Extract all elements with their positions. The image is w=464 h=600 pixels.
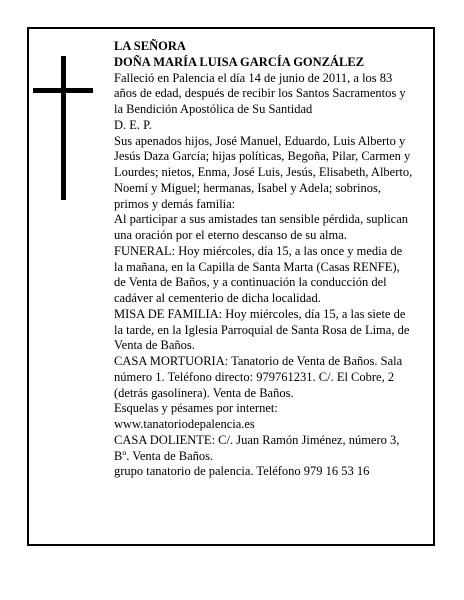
obituary-heading: LA SEÑORA	[114, 39, 186, 53]
deceased-name: DOÑA MARÍA LUISA GARCÍA GONZÁLEZ	[114, 54, 365, 69]
death-announcement: Falleció en Palencia el día 14 de junio de 2011, a los 83 años de edad, después de recibir los Santos Sacramentos y la Bendición Apostólica de Su Santidad	[114, 70, 406, 116]
cross-vertical-bar	[61, 56, 66, 200]
online-condolences-label: Esquelas y pésames por internet:	[114, 401, 278, 416]
family-home-address: CASA DOLIENTE: C/. Juan Ramón Jiménez, número 3, Bº. Venta de Baños.	[114, 432, 400, 463]
family-list: Sus apenados hijos, José Manuel, Eduardo, Luis Alberto y Jesús Daza García; hijas políticas, Begoña, Pilar, Carmen y Lourdes; nietos, Enma, José Luis, Jesús, Elisabeth, Alberto, Noemí y Miguel; hermanas, Isabel y Adela; sobrinos, primos y demás familia:	[114, 133, 413, 211]
obituary-text	[114, 39, 414, 480]
cross-horizontal-bar	[33, 88, 93, 93]
rest-in-peace: D. E. P.	[114, 117, 152, 132]
funeral-details: FUNERAL: Hoy miércoles, día 15, a las once y media de la mañana, en la Capilla de Santa Marta (Casas RENFE), de Venta de Baños, y a continuación la conducción del cadáver al cementerio de dicha localidad.	[114, 243, 403, 305]
prayer-request: Al participar a sus amistades tan sensible pérdida, suplican una oración por el eterno descanso de su alma.	[114, 212, 409, 242]
family-mass-details: MISA DE FAMILIA: Hoy miércoles, día 15, a las siete de la tarde, en la Iglesia Parroquial de Santa Rosa de Lima, de Venta de Baños.	[114, 306, 410, 353]
funeral-home-details: CASA MORTUORIA: Tanatorio de Venta de Baños. Sala número 1. Teléfono directo: 979761231. C/. El Cobre, 2 (detrás gasolinera). Venta de Baños.	[114, 354, 403, 400]
website-link[interactable]: www.tanatoriodepalencia.es	[114, 417, 255, 431]
latin-cross-icon	[33, 56, 93, 200]
funeral-group-contact: grupo tanatorio de palencia. Teléfono 979 16 53 16	[114, 464, 370, 479]
